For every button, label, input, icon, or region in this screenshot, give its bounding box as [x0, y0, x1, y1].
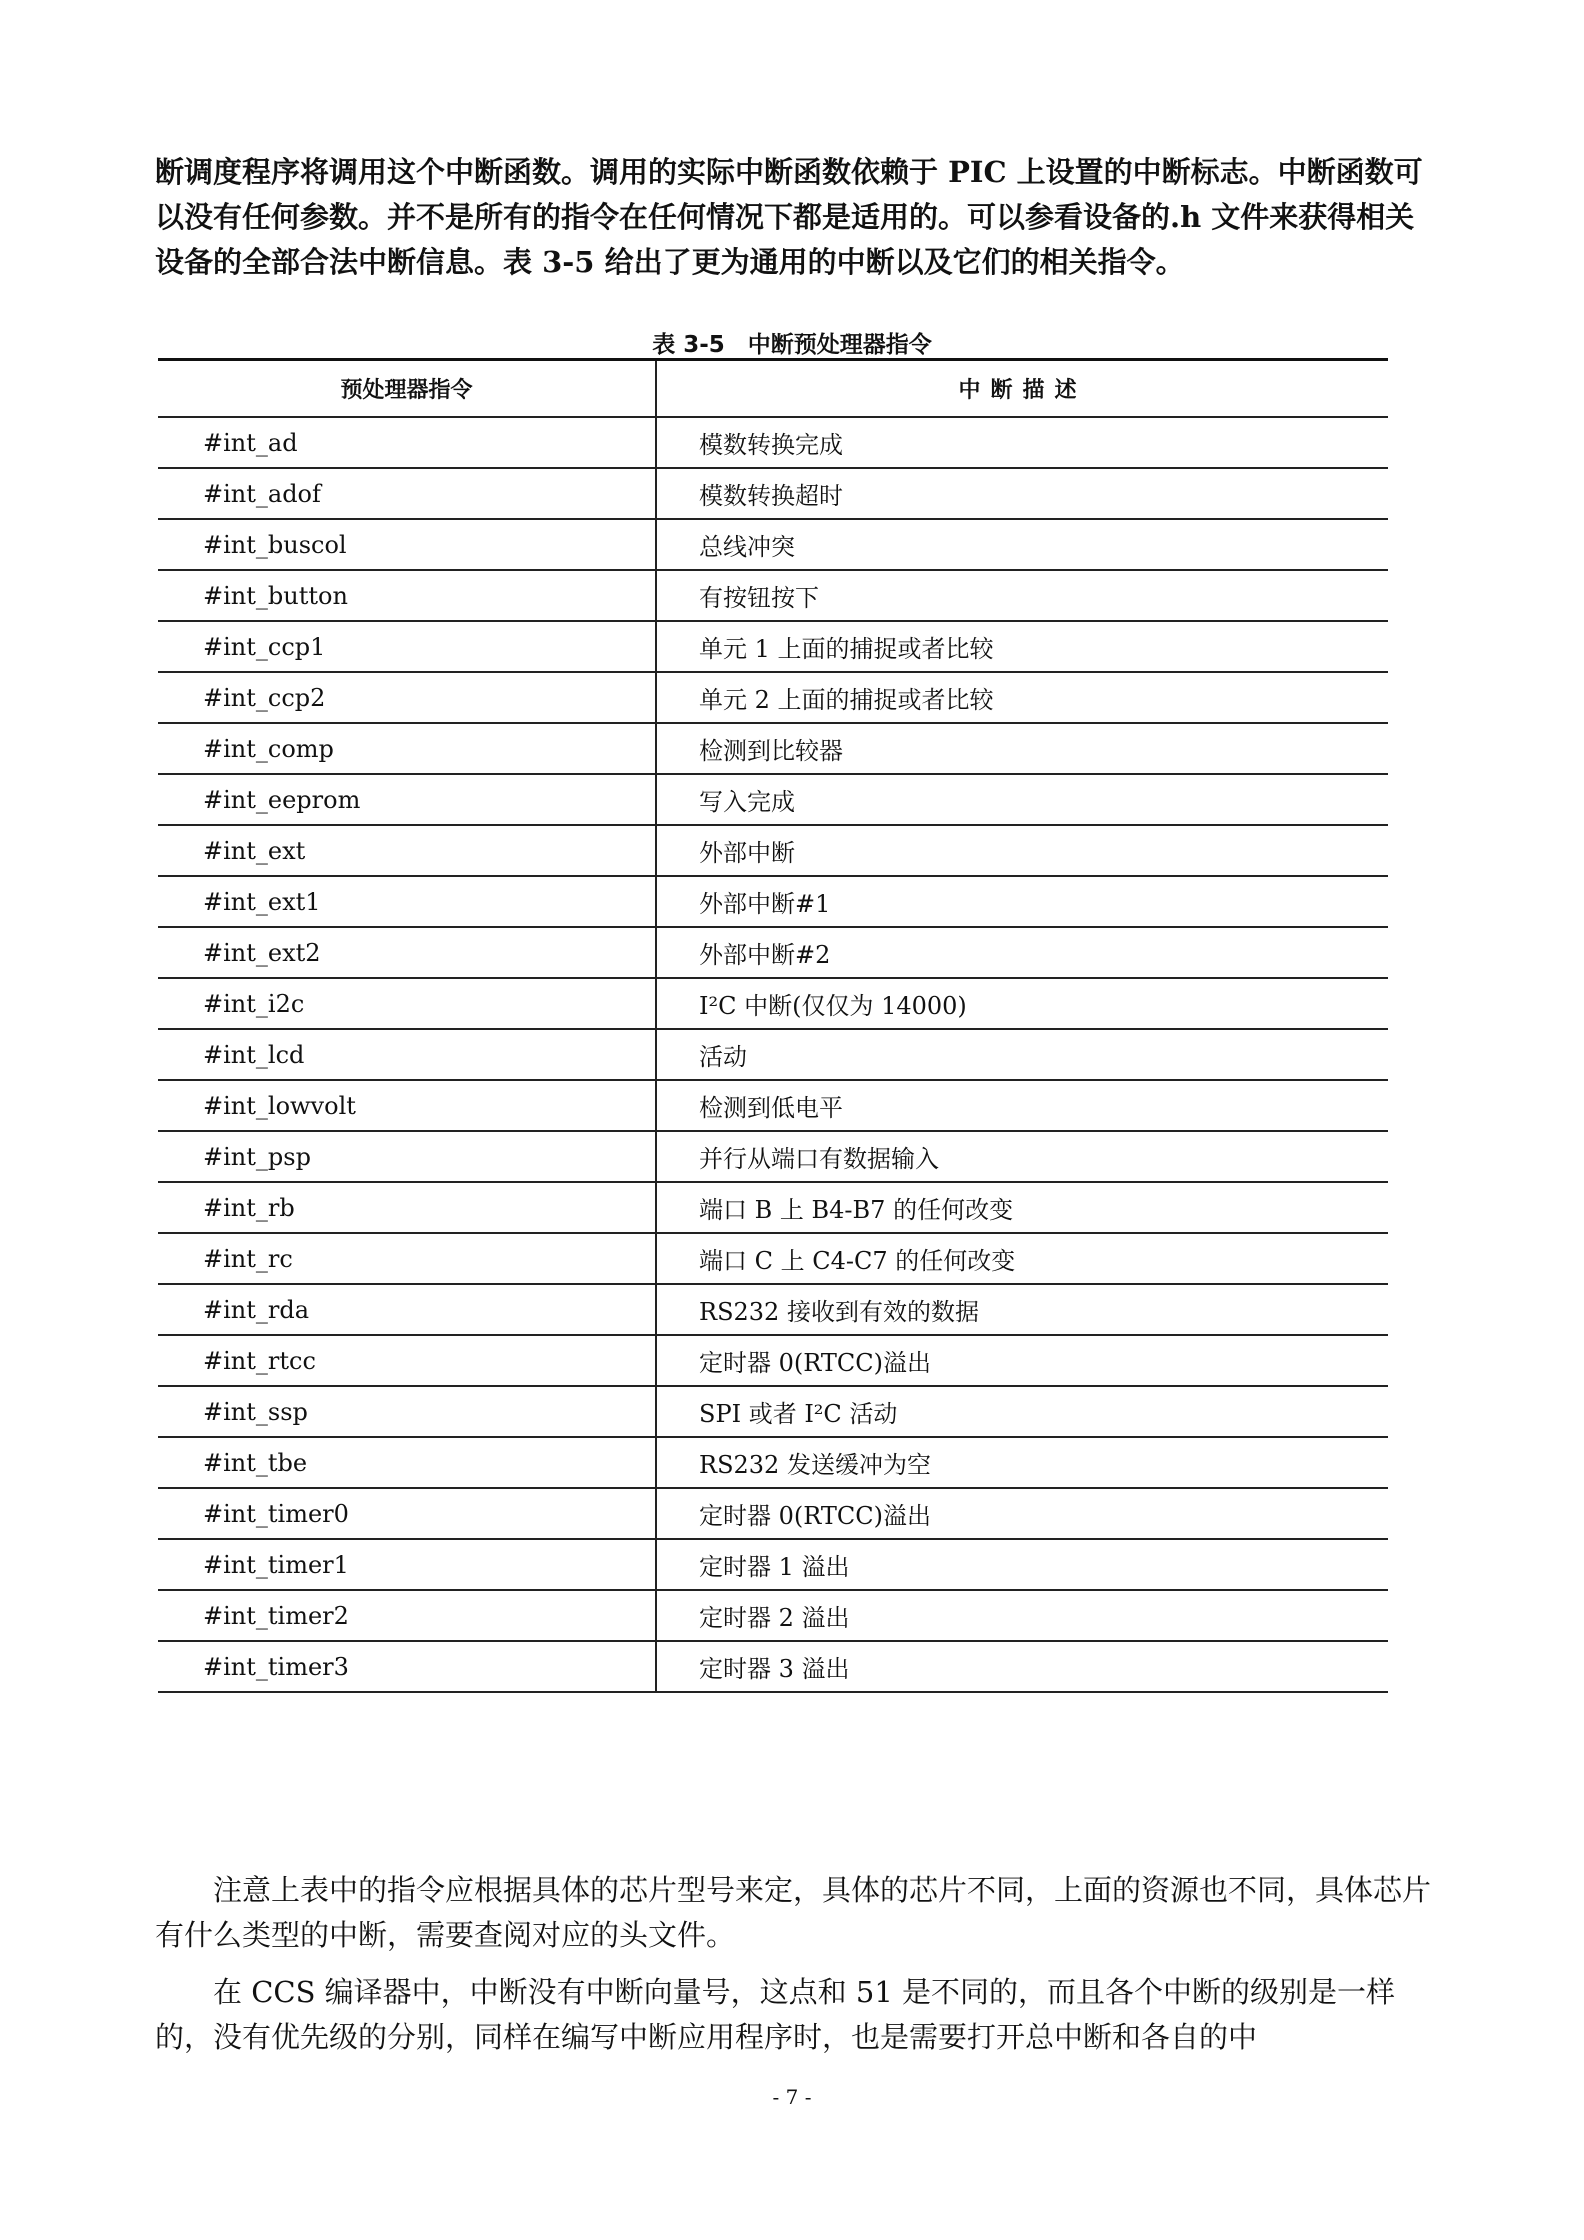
table-row — [158, 1641, 1388, 1692]
directive-cell: #int_adof — [158, 468, 656, 519]
description-cell: 单元 2 上面的捕捉或者比较 — [656, 672, 1388, 723]
description-cell: 活动 — [656, 1029, 1388, 1080]
directive-cell: #int_timer1 — [158, 1539, 656, 1590]
description-cell: 外部中断 — [656, 825, 1388, 876]
table-row — [158, 1539, 1388, 1590]
table-row — [158, 417, 1388, 468]
directive-cell: #int_rtcc — [158, 1335, 656, 1386]
table-body — [158, 417, 1388, 1692]
table-row — [158, 1590, 1388, 1641]
table-row — [158, 927, 1388, 978]
description-cell: 写入完成 — [656, 774, 1388, 825]
table-row — [158, 978, 1388, 1029]
description-cell: 并行从端口有数据输入 — [656, 1131, 1388, 1182]
header-directive: 预处理器指令 — [158, 360, 656, 418]
directive-cell: #int_ext2 — [158, 927, 656, 978]
note-paragraph-2: 在 CCS 编译器中，中断没有中断向量号，这点和 51 是不同的，而且各个中断的级别是一样的，没有优先级的分别，同样在编写中断应用程序时，也是需要打开总中断和各自的中 — [155, 1975, 1396, 2054]
description-cell: SPI 或者 I²C 活动 — [656, 1386, 1388, 1437]
table-row — [158, 723, 1388, 774]
description-cell: 定时器 0(RTCC)溢出 — [656, 1335, 1388, 1386]
description-cell: 定时器 2 溢出 — [656, 1590, 1388, 1641]
directive-cell: #int_timer3 — [158, 1641, 656, 1692]
table-row — [158, 468, 1388, 519]
description-cell: 检测到比较器 — [656, 723, 1388, 774]
description-cell: 外部中断#1 — [656, 876, 1388, 927]
table-row — [158, 1182, 1388, 1233]
table-caption: 表 3-5 中断预处理器指令 — [652, 332, 932, 358]
description-cell: 端口 B 上 B4-B7 的任何改变 — [656, 1182, 1388, 1233]
table-row — [158, 1131, 1388, 1182]
table-row — [158, 1029, 1388, 1080]
description-cell: 有按钮按下 — [656, 570, 1388, 621]
intro-paragraph: 断调度程序将调用这个中断函数。调用的实际中断函数依赖于 PIC 上设置的中断标志。中断函数可以没有任何参数。并不是所有的指令在任何情况下都是适用的。可以参看设备的.h 文件来获得相关设备的全部合法中断信息。表 3-5 给出了更为通用的中断以及它们的相关指令。 — [155, 155, 1423, 279]
description-cell: 定时器 1 溢出 — [656, 1539, 1388, 1590]
header-description: 中断描述 — [656, 360, 1388, 418]
directive-cell: #int_timer0 — [158, 1488, 656, 1539]
directive-cell: #int_rc — [158, 1233, 656, 1284]
table-row — [158, 1233, 1388, 1284]
directive-cell: #int_ad — [158, 417, 656, 468]
page-number: - 7 - — [772, 2085, 812, 2109]
description-cell: 定时器 3 溢出 — [656, 1641, 1388, 1692]
directive-cell: #int_buscol — [158, 519, 656, 570]
directive-cell: #int_psp — [158, 1131, 656, 1182]
description-cell: 定时器 0(RTCC)溢出 — [656, 1488, 1388, 1539]
table-row — [158, 1437, 1388, 1488]
table-row — [158, 825, 1388, 876]
table-row — [158, 519, 1388, 570]
directive-cell: #int_lowvolt — [158, 1080, 656, 1131]
table-header-row — [158, 360, 1388, 418]
description-cell: 模数转换超时 — [656, 468, 1388, 519]
table-row — [158, 1080, 1388, 1131]
table-row — [158, 1284, 1388, 1335]
table-row — [158, 1386, 1388, 1437]
directive-cell: #int_button — [158, 570, 656, 621]
directive-cell: #int_ext — [158, 825, 656, 876]
directive-cell: #int_i2c — [158, 978, 656, 1029]
directive-cell: #int_rb — [158, 1182, 656, 1233]
description-cell: 单元 1 上面的捕捉或者比较 — [656, 621, 1388, 672]
note-paragraph-1: 注意上表中的指令应根据具体的芯片型号来定，具体的芯片不同，上面的资源也不同，具体芯片有什么类型的中断，需要查阅对应的头文件。 — [155, 1873, 1432, 1952]
description-cell: I²C 中断(仅仅为 14000) — [656, 978, 1388, 1029]
directive-cell: #int_ccp2 — [158, 672, 656, 723]
description-cell: 总线冲突 — [656, 519, 1388, 570]
table-row — [158, 774, 1388, 825]
table-row — [158, 621, 1388, 672]
description-cell: 外部中断#2 — [656, 927, 1388, 978]
description-cell: RS232 接收到有效的数据 — [656, 1284, 1388, 1335]
directive-cell: #int_timer2 — [158, 1590, 656, 1641]
directive-cell: #int_rda — [158, 1284, 656, 1335]
table-row — [158, 672, 1388, 723]
directive-cell: #int_ext1 — [158, 876, 656, 927]
table-row — [158, 1335, 1388, 1386]
description-cell: 检测到低电平 — [656, 1080, 1388, 1131]
directive-cell: #int_eeprom — [158, 774, 656, 825]
description-cell: 端口 C 上 C4-C7 的任何改变 — [656, 1233, 1388, 1284]
directive-cell: #int_tbe — [158, 1437, 656, 1488]
directive-cell: #int_ccp1 — [158, 621, 656, 672]
description-cell: 模数转换完成 — [656, 417, 1388, 468]
table-row — [158, 1488, 1388, 1539]
directive-cell: #int_comp — [158, 723, 656, 774]
directive-cell: #int_lcd — [158, 1029, 656, 1080]
interrupt-directive-table — [158, 358, 1388, 1693]
description-cell: RS232 发送缓冲为空 — [656, 1437, 1388, 1488]
table-row — [158, 876, 1388, 927]
table-row — [158, 570, 1388, 621]
directive-cell: #int_ssp — [158, 1386, 656, 1437]
